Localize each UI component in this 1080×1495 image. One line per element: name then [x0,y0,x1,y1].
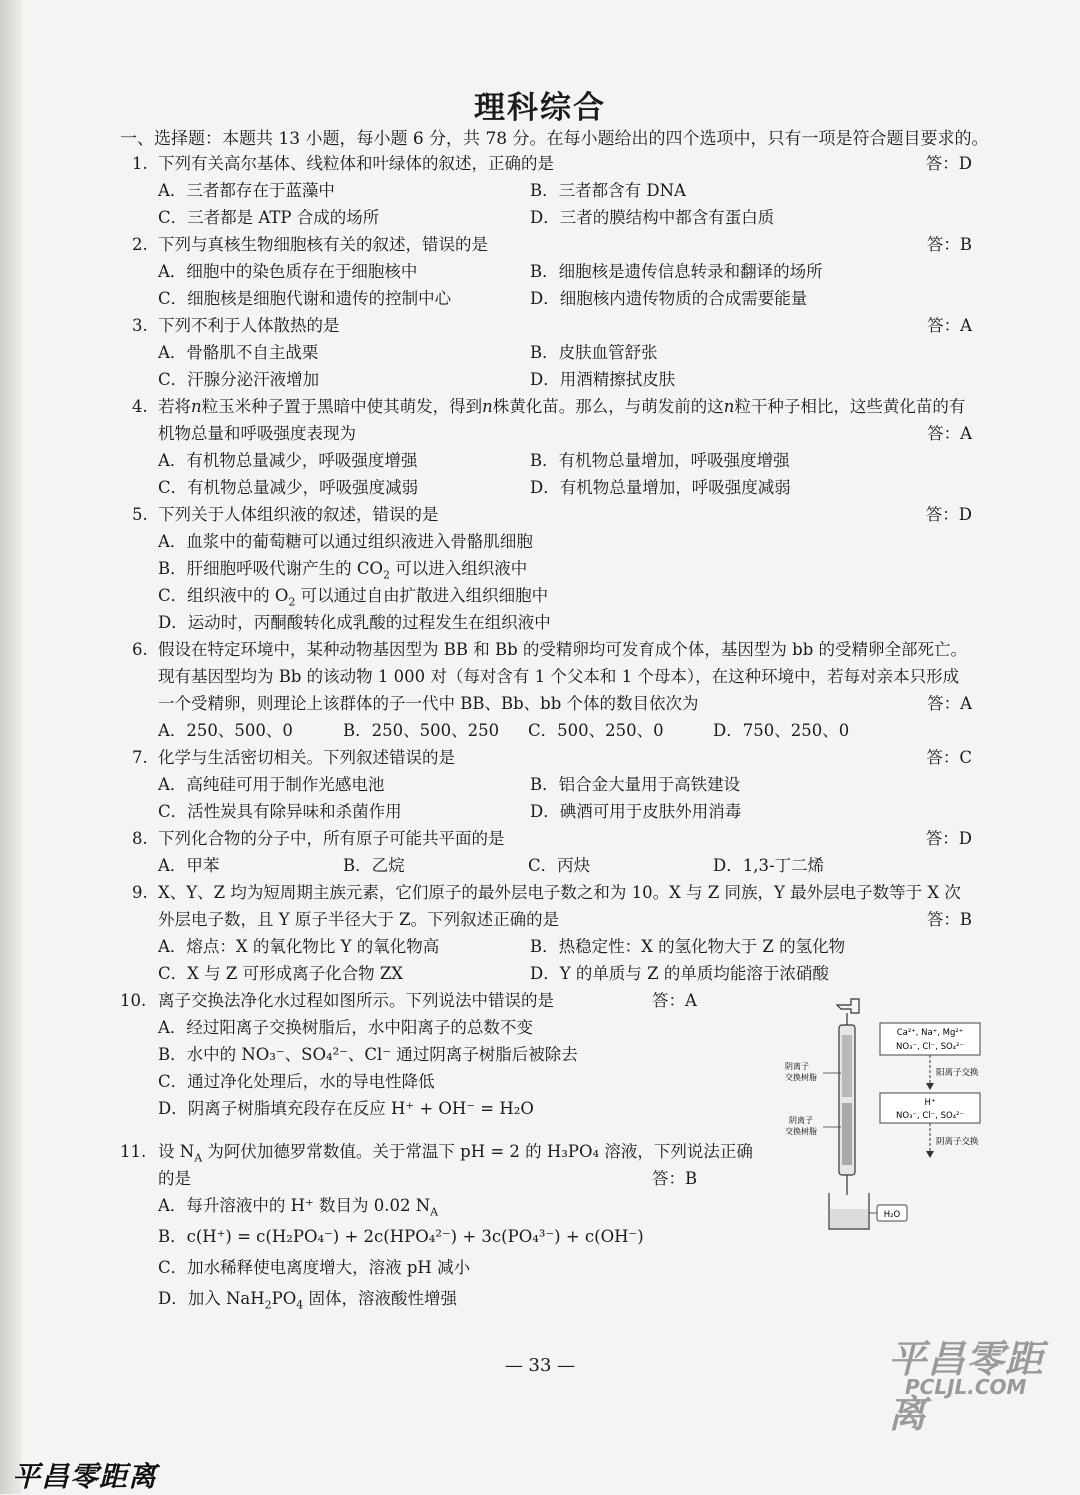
option-b: B．热稳定性：X 的氢化物大于 Z 的氢化物 [530,937,846,956]
option-a: A．骨骼肌不自主战栗 [158,343,319,362]
option-d: D．加入 $NaH_2PO_4$ 固体，溶液酸性增强 [158,1289,458,1312]
option-b: B．水中的 NO₃⁻、SO₄²⁻、Cl⁻ 通过阴离子树脂后被除去 [158,1045,578,1064]
watermark-corner: 平昌零距离 [12,1460,158,1493]
question-2 [132,231,972,312]
water-label: H₂O [883,1210,901,1220]
beaker-icon [829,1193,869,1229]
question-stem: 下列不利于人体散热的是 [158,316,340,335]
resin-label-1a: 阴离子 [785,1062,809,1071]
question-stem: 下列关于人体组织液的叙述，错误的是 [158,505,439,524]
question-number: 4. [132,397,148,416]
option-a: A．三者都存在于蓝藻中 [158,181,335,200]
option-a: A．甲苯 [158,856,220,875]
influent-anions: NO₃⁻, Cl⁻, SO₄²⁻ [896,1042,964,1052]
question-stem: 下列化合物的分子中，所有原子可能共平面的是 [158,829,505,848]
question-stem: 离子交换法净化水过程如图所示。下列说法中错误的是 [158,991,554,1010]
question-stem: 下列有关高尔基体、线粒体和叶绿体的叙述，正确的是 [158,154,554,173]
option-d: D．1,3-丁二烯 [713,856,825,875]
option-a: A．高纯硅可用于制作光感电池 [158,775,385,794]
option-d: D．三者的膜结构中都含有蛋白质 [530,208,775,227]
option-c: C．有机物总量减少，呼吸强度减弱 [158,478,419,497]
question-8 [132,825,972,879]
watermark-logo: 平昌零距离 [888,1337,1045,1436]
option-c: C．三者都是 ATP 合成的场所 [158,208,380,227]
page-number: — 33 — [504,1355,576,1376]
answer-label: 答：A [927,316,972,335]
option-c: C．汗腺分泌汗液增加 [158,370,320,389]
question-6 [132,636,972,744]
option-d: D．用酒精擦拭皮肤 [530,370,676,389]
option-b: B．肝细胞呼吸代谢产生的 $CO_2$ 可以进入组织液中 [158,559,528,582]
option-b: B．c(H⁺) = c(H₂PO₄⁻) + 2c(HPO₄²⁻) + 3c(PO₄³⁻) + c(OH⁻) [158,1227,644,1246]
question-number: 9. [132,883,148,902]
answer-label: 答：C [926,748,972,767]
question-number: 10. [120,991,147,1010]
question-7 [132,744,972,825]
option-a: A．细胞中的染色质存在于细胞核中 [158,262,418,281]
option-c: C．丙炔 [528,856,591,875]
answer-label: 答：D [925,829,972,848]
scan-page-edge [0,0,22,1494]
option-c: C．加水稀释使电离度增大，溶液 pH 减小 [158,1258,471,1277]
option-c: C．X 与 Z 可形成离子化合物 ZX [158,964,404,983]
option-b: B．细胞核是遗传信息转录和翻译的场所 [530,262,823,281]
arrow-down-icon [926,1151,934,1158]
option-a: A．熔点：X 的氧化物比 Y 的氧化物高 [158,937,440,956]
option-a: A．有机物总量减少，呼吸强度增强 [158,451,418,470]
question-number: 2. [132,235,148,254]
watermark-site: PCLJL.COM [905,1375,1027,1399]
option-a: A．每升溶液中的 H⁺ 数目为 0.02 $N_A$ [158,1196,439,1219]
resin-label-2b: 交换树脂 [785,1127,817,1136]
arrow-down-icon [926,1083,934,1090]
option-b: B．皮肤血管舒张 [530,343,658,362]
influent-cations: Ca²⁺, Na⁺, Mg²⁺ [896,1028,964,1038]
option-d: D．运动时，丙酮酸转化成乳酸的过程发生在组织液中 [158,613,551,632]
option-d: D．Y 的单质与 Z 的单质均能溶于浓硝酸 [530,964,829,983]
question-10 [120,987,760,1122]
intermediate-anions: NO₃⁻, Cl⁻, SO₄²⁻ [896,1111,964,1121]
faucet-icon [837,999,859,1025]
answer-label: 答：B [652,1169,698,1188]
question-number: 1. [132,154,148,173]
option-d: D．细胞核内遗传物质的合成需要能量 [530,289,808,308]
question-number: 3. [132,316,148,335]
option-c: C．活性炭具有除异味和杀菌作用 [158,802,402,821]
answer-label: 答：B [926,910,972,929]
ion-exchange-diagram [785,995,990,1235]
option-d: D．750、250、0 [713,721,850,740]
option-b: B．乙烷 [343,856,405,875]
question-stem: 设 $N_A$ 为阿伏加德罗常数值。关于常温下 pH = 2 的 H₃PO₄ 溶液，下列说法正确的是 [158,1142,753,1188]
option-d: D．碘酒可用于皮肤外用消毒 [530,802,742,821]
anion-exchange-label: 阴离子交换 [936,1137,979,1147]
question-stem: 化学与生活密切相关。下列叙述错误的是 [158,748,455,767]
question-stem: 假设在特定环境中，某种动物基因型为 BB 和 Bb 的受精卵均可发育成个体，基因型为 bb 的受精卵全部死亡。现有基因型均为 Bb 的该动物 1 000 对（每对含有 1 个父本和 1 个母本），在这种环境中，若每对亲本只形成一个受精卵，则理论上该群体的子一代中 BB、Bb、bb 个体的数目依次为 [158,640,968,713]
question-number: 6. [132,640,148,659]
answer-label: 答：D [925,505,972,524]
question-stem: 若将n粒玉米种子置于黑暗中使其萌发，得到n株黄化苗。那么，与萌发前的这n粒干种子相比，这些黄化苗的有机物总量和呼吸强度表现为 [158,397,966,443]
option-a: A．250、500、0 [158,721,293,740]
answer-label: 答：A [652,991,697,1010]
resin-label-2a: 阴离子 [789,1116,813,1125]
question-number: 5. [132,505,148,524]
answer-label: 答：A [927,694,972,713]
question-11 [120,1138,760,1312]
option-a: A．血浆中的葡萄糖可以通过组织液进入骨骼肌细胞 [158,532,533,551]
option-b: B．三者都含有 DNA [530,181,686,200]
option-b: B．有机物总量增加，呼吸强度增强 [530,451,790,470]
option-d: D．阴离子树脂填充段存在反应 H⁺ + OH⁻ = H₂O [158,1099,534,1118]
intermediate-cations: H⁺ [924,1098,936,1108]
option-b: B．250、500、250 [343,721,500,740]
resin-label-1b: 交换树脂 [785,1073,817,1082]
option-b: B．铝合金大量用于高铁建设 [530,775,741,794]
question-3 [132,312,972,393]
answer-label: 答：B [926,235,972,254]
option-d: D．有机物总量增加，呼吸强度减弱 [530,478,791,497]
option-c: C．组织液中的 $O_2$ 可以通过自由扩散进入组织细胞中 [158,586,549,609]
question-stem: X、Y、Z 均为短周期主族元素，它们原子的最外层电子数之和为 10。X 与 Z 同族，Y 最外层电子数等于 X 次外层电子数，且 Y 原子半径大于 Z。下列叙述正确的是 [158,883,961,929]
question-number: 11. [120,1142,147,1161]
answer-label: 答：A [927,424,972,443]
question-9 [132,879,972,987]
question-5 [132,501,972,636]
cation-exchange-label: 阳离子交换 [936,1068,979,1078]
option-c: C．细胞核是细胞代谢和遗传的控制中心 [158,289,452,308]
page-title: 理科综合 [474,90,606,126]
option-a: A．经过阳离子交换树脂后，水中阳离子的总数不变 [158,1018,533,1037]
question-1 [132,150,972,231]
option-c: C．通过净化处理后，水的导电性降低 [158,1072,435,1091]
question-stem: 下列与真核生物细胞核有关的叙述，错误的是 [158,235,488,254]
question-number: 7. [132,748,148,767]
option-c: C．500、250、0 [528,721,664,740]
question-4 [132,393,972,501]
answer-label: 答：D [925,154,972,173]
exchange-column [839,1025,855,1195]
section-instructions: 一、选择题：本题共 13 小题，每小题 6 分，共 78 分。在每小题给出的四个选项中，只有一项是符合题目要求的。 [120,129,989,149]
question-number: 8. [132,829,148,848]
